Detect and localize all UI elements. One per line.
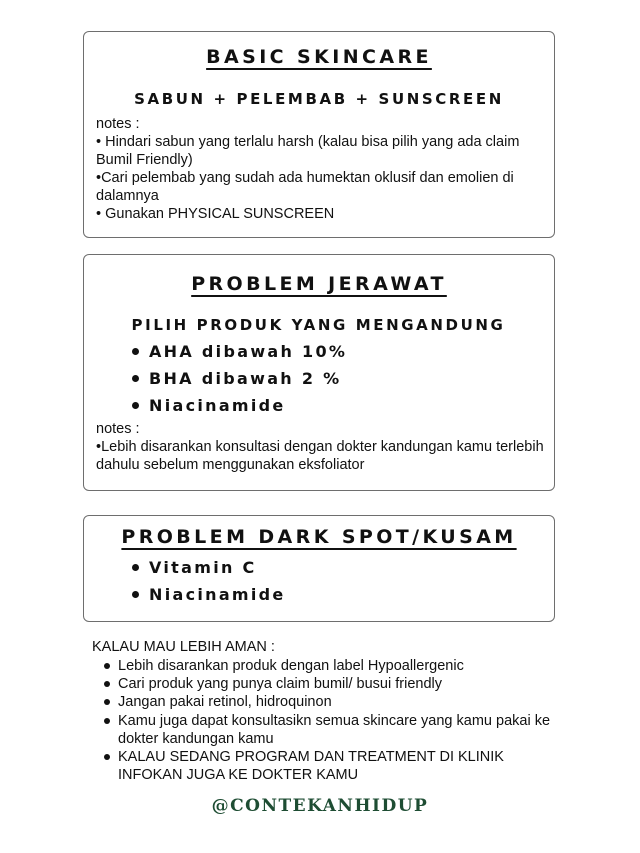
basic-skincare-subtitle: SABUN + PELEMBAB + SUNSCREEN	[134, 90, 504, 108]
list-item: Niacinamide	[132, 581, 286, 608]
acne-title: PROBLEM JERAWAT	[191, 273, 447, 295]
footer-handle: @CONTEKANHIDUP	[211, 796, 429, 816]
bullet-icon	[132, 591, 139, 598]
acne-notes	[96, 420, 544, 474]
safety-tips-section	[92, 638, 562, 784]
list-item: Jangan pakai retinol, hidroquinon	[92, 693, 562, 711]
bullet-icon	[104, 699, 110, 705]
list-item: KALAU SEDANG PROGRAM DAN TREATMENT DI KLINIK INFOKAN JUGA KE DOKTER KAMU	[92, 748, 562, 784]
acne-card	[83, 254, 555, 491]
acne-subtitle: PILIH PRODUK YANG MENGANDUNG	[131, 316, 506, 334]
darkspot-ingredient-list	[132, 554, 286, 608]
list-item: Niacinamide	[132, 392, 347, 419]
note-item: •Cari pelembab yang sudah ada humektan oklusif dan emolien di dalamnya	[96, 170, 514, 204]
bullet-icon	[132, 348, 139, 355]
bullet-icon	[132, 564, 139, 571]
darkspot-title: PROBLEM DARK SPOT/KUSAM	[121, 526, 517, 548]
darkspot-card	[83, 515, 555, 622]
bullet-icon	[104, 663, 110, 669]
notes-label: notes :	[96, 421, 140, 437]
list-item: Vitamin C	[132, 554, 286, 581]
basic-skincare-title: BASIC SKINCARE	[206, 46, 432, 68]
note-item: •Lebih disarankan konsultasi dengan dokter kandungan kamu terlebih dahulu sebelum menggunakan eksfoliator	[96, 439, 544, 473]
basic-skincare-card	[83, 31, 555, 238]
safety-tips-heading: KALAU MAU LEBIH AMAN :	[92, 639, 275, 655]
note-item: • Gunakan PHYSICAL SUNSCREEN	[96, 206, 335, 222]
basic-skincare-notes	[96, 115, 544, 223]
bullet-icon	[104, 754, 110, 760]
safety-tips-list	[92, 657, 562, 784]
list-item: Lebih disarankan produk dengan label Hypoallergenic	[92, 657, 562, 675]
note-item: • Hindari sabun yang terlalu harsh (kalau bisa pilih yang ada claim Bumil Friendly)	[96, 134, 520, 168]
list-item: BHA dibawah 2 %	[132, 365, 347, 392]
bullet-icon	[104, 718, 110, 724]
list-item: Cari produk yang punya claim bumil/ busui friendly	[92, 675, 562, 693]
list-item: Kamu juga dapat konsultasikn semua skincare yang kamu pakai ke dokter kandungan kamu	[92, 712, 562, 748]
list-item: AHA dibawah 10%	[132, 338, 347, 365]
acne-ingredient-list	[132, 338, 347, 419]
bullet-icon	[132, 402, 139, 409]
bullet-icon	[132, 375, 139, 382]
notes-label: notes :	[96, 116, 140, 132]
bullet-icon	[104, 681, 110, 687]
